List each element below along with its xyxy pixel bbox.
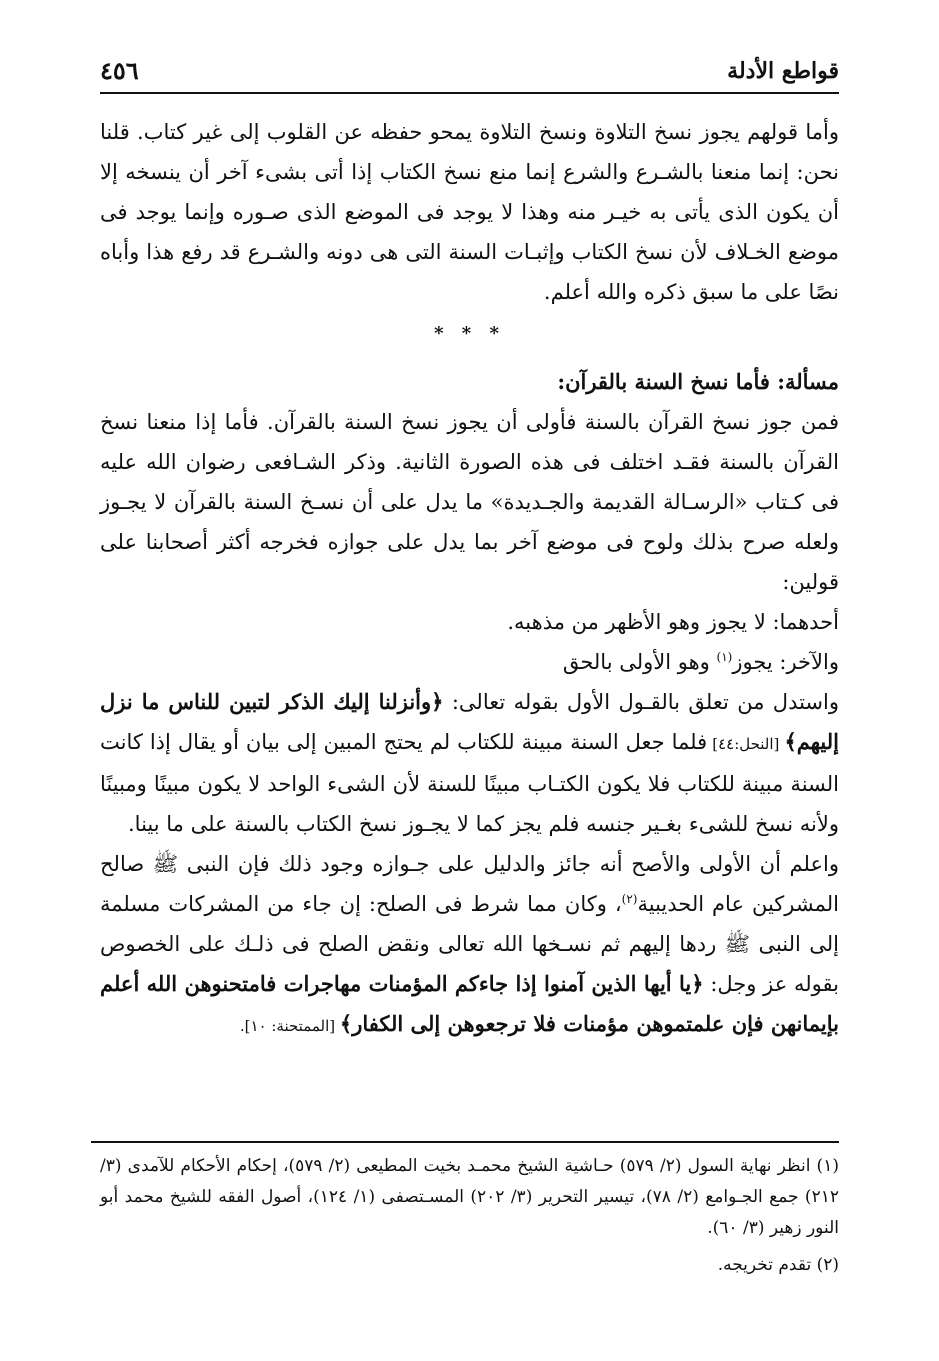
- paragraph-3: أحدهما: لا يجوز وهو الأظهر من مذهبه.: [507, 610, 839, 634]
- running-title: قواطع الأدلة: [727, 58, 839, 84]
- paragraph-4-text-a: والآخر: يجوز: [732, 650, 839, 674]
- paragraph-4-text-b: وهو الأولى بالحق: [562, 650, 717, 674]
- paragraph-4: [100, 642, 839, 682]
- footnote-ref-1[interactable]: (١): [716, 650, 733, 664]
- paragraph-5: [100, 682, 839, 844]
- quran-quote-1: ﴿وأنزلنا إليك الذكر لتبين للناس ما نزل إليهم﴾: [100, 689, 839, 754]
- footnote-divider: [91, 1141, 839, 1143]
- footnote-1: (١) انظر نهاية السول (٢/ ٥٧٩) حـاشية الشيخ محمـد بخيت المطيعى (٢/ ٥٧٩)، إحكام الأحكام للآمدى (٣/ ٢١٢) جمع الجـوامع (٢/ ٧٨)، تيسير التحرير (٣/ ٢٠٢) المسـتصفى (١/ ١٢٤)، أصول الفقه للشيخ محمد أبو النور زهير (٣/ ٦٠).: [100, 1156, 839, 1238]
- paragraph-5-text-a: واستدل من تعلق بالقـول الأول بقوله تعالى:: [443, 690, 839, 714]
- section-heading: مسألة: فأما نسخ السنة بالقرآن:: [557, 369, 839, 394]
- main-text: [100, 112, 839, 1046]
- paragraph-1: وأما قولهم يجوز نسخ التلاوة ونسخ التلاوة يمحو حفظه عن القلوب إلى غير كتاب. قلنا نحن: إنما منعنا بالشـرع والشرع إنما منع نسخ الكتاب إذا أتى بشىء آخر أن ينسخه إلا أن يكون الذى يأتى به خيـر منه وهذا لا يوجد فى الموضع الذى صـوره وإنما يوجد فى موضع الخـلاف لأن نسخ الكتاب وإثبـات السنة التى هى دونه والشـرع قد رفع هذا وأباه نصًا على ما سبق ذكره والله أعلم.: [100, 120, 839, 304]
- footnotes: [100, 1151, 839, 1281]
- quran-ref-2: [الممتحنة: ١٠].: [239, 1017, 340, 1035]
- section-separator: * * *: [434, 323, 505, 344]
- quran-quote-2: ﴿يا أيها الذين آمنوا إذا جاءكم المؤمنات مهاجرات فامتحنوهن الله أعلم بإيمانهن فإن علمتموهن مؤمنات فلا ترجعوهن إلى الكفار﴾: [100, 971, 839, 1036]
- quran-ref-1: [النحل:٤٤]: [707, 735, 785, 753]
- paragraph-2: فمن جوز نسخ القرآن بالسنة فأولى أن يجوز نسخ السنة بالقرآن. فأما إذا منعنا نسخ القرآن بالسنة فقـد اختلف فى هذه الصورة الثانية. وذكر الشـافعى رضوان الله عليه فى كـتاب «الرسـالة القديمة والجـديدة» ما يدل على أن نسـخ السنة بالقرآن لا يجـوز ولعله صرح بذلك ولوح فى موضع آخر بما يدل على جوازه فخرجه أكثر أصحابنا على قولين:: [100, 410, 839, 594]
- footnote-2: (٢) تقدم تخريجه.: [717, 1255, 839, 1275]
- page-number: ٤٥٦: [100, 56, 139, 85]
- page-header: [100, 52, 839, 94]
- footnote-ref-2[interactable]: (٢): [621, 892, 638, 906]
- paragraph-5-text-b: فلما جعل السنة مبينة للكتاب لم يحتج المبين إلى بيان أو يقال إذا كانت السنة مبينة للكتاب فلا يكون الكتـاب مبينًا للسنة لأن الشىء الواحد لا يكون مبينًا ومبينًا ولأنه نسخ للشىء بغـير جنسه فلم يجز كما لا يجـوز نسخ الكتاب بالسنة على ما بينا.: [100, 730, 839, 836]
- paragraph-6: [100, 844, 839, 1046]
- paragraph-6-text-a: واعلم أن الأولى والأصح أنه جائز والدليل على جـوازه وجود ذلك فإن النبى ﷺ صالح المشركين عام الحديبية: [100, 852, 840, 916]
- paragraph-6-text-b: ، وكان مما شرط فى الصلح: إن جاء من المشركات مسلمة إلى النبى ﷺ ردها إليهم ثم نسـخها الله تعالى ونقض الصلح فى ذلـك على الخصوص بقوله عز وجل:: [100, 892, 840, 996]
